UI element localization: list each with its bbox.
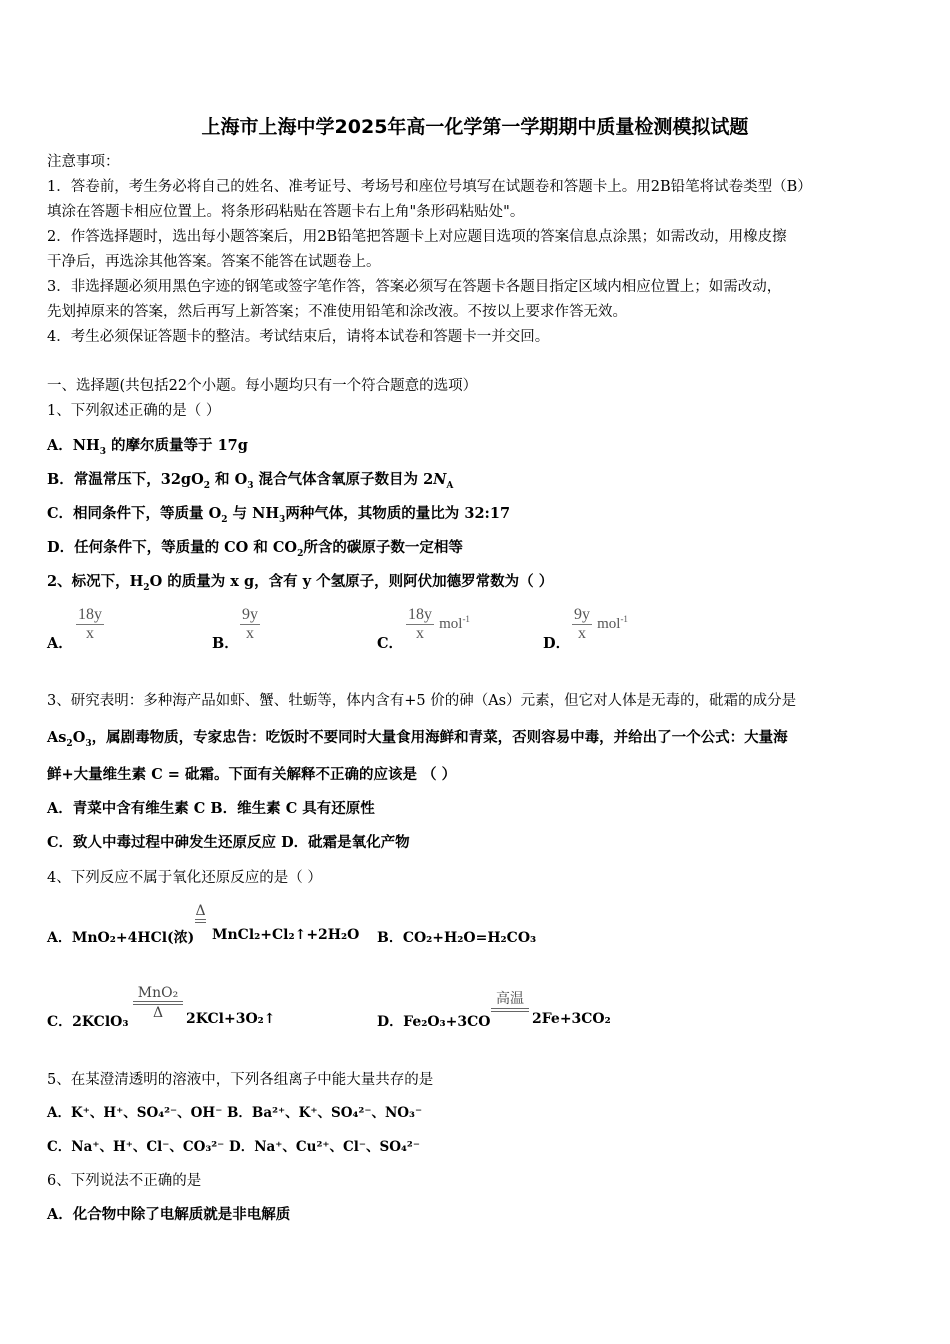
question-2-option-c-fraction: $\frac{18y}{x}$ mol$^{-1}$ — [408, 606, 470, 642]
question-2-option-b-fraction: $\frac{9y}{x}$ — [242, 606, 258, 642]
question-3-line: 3、研究表明：多种海产品如虾、蟹、牡蛎等，体内含有+5 价的砷（As）元素，但它对人体是无毒的，砒霜的成分是 — [47, 693, 797, 709]
question-4-option-a-rhs: MnCl₂+Cl₂↑+2H₂O — [212, 927, 360, 943]
question-2-option-b-label: B． — [212, 635, 239, 652]
notice-line: 2．作答选择题时，选出每小题答案后，用2B铅笔把答题卡上对应题目选项的答案信息点涂黑；如需改动，用橡皮擦 — [47, 229, 787, 245]
notice-line: 3．非选择题必须用黑色字迹的钢笔或签字笔作答，答案必须写在答题卡各题目指定区域内相应位置上；如需改动， — [47, 279, 782, 295]
question-1-option-a: A．$NH_3$ 的摩尔质量等于 17g — [47, 437, 248, 457]
notice-line: 填涂在答题卡相应位置上。将条形码粘贴在答题卡右上角"条形码粘贴处"。 — [47, 204, 525, 220]
question-4-option-d-lhs: D．Fe₂O₃+3CO — [377, 1014, 491, 1030]
question-3-line: 鲜+大量维生素 C = 砒霜。下面有关解释不正确的应该是 （ ） — [47, 766, 457, 783]
question-2-option-d-label: D． — [543, 635, 571, 652]
question-5-options-ab: A．K⁺、H⁺、SO₄²⁻、OH⁻ B．Ba²⁺、K⁺、SO₄²⁻、NO₃⁻ — [47, 1105, 423, 1121]
question-1-stem: 1、下列叙述正确的是（ ） — [47, 403, 221, 419]
question-5-stem: 5、在某澄清透明的溶液中，下列各组离子中能大量共存的是 — [47, 1072, 434, 1088]
question-4-option-a-condition: Δ — [193, 902, 208, 923]
question-5-options-cd: C．Na⁺、H⁺、Cl⁻、CO₃²⁻ D．Na⁺、Cu²⁺、Cl⁻、SO₄²⁻ — [47, 1139, 420, 1155]
question-2-option-a-label: A． — [47, 635, 73, 652]
question-4-option-d-condition: 高温 — [491, 988, 529, 1012]
question-2-option-d-fraction: $\frac{9y}{x}$ mol$^{-1}$ — [574, 606, 628, 642]
question-3-options-cd: C．致人中毒过程中砷发生还原反应 D．砒霜是氧化产物 — [47, 834, 410, 851]
question-2-option-a-fraction: $\frac{18y}{x}$ — [78, 606, 102, 642]
question-2-option-c-label: C． — [377, 635, 404, 652]
question-2-stem: 2、标况下，$H_2O$ 的质量为 x g，含有 y 个氢原子，则阿伏加德罗常数为（ ） — [47, 573, 554, 593]
question-4-option-d-rhs: 2Fe+3CO₂ — [532, 1011, 611, 1027]
notice-line: 先划掉原来的答案，然后再写上新答案；不准使用铅笔和涂改液。不按以上要求作答无效。 — [47, 304, 627, 320]
question-3-line: $As_2O_3$，属剧毒物质，专家忠告：吃饭时不要同时大量食用海鲜和青菜，否则容易中毒，并给出了一个公式：大量海 — [47, 729, 788, 749]
section-heading: 一、选择题(共包括22个小题。每小题均只有一个符合题意的选项） — [47, 378, 478, 394]
question-4-option-c-lhs: C．2KClO₃ — [47, 1014, 129, 1030]
question-4-option-a-lhs: A．MnO₂+4HCl(浓) — [47, 930, 195, 946]
question-4-option-b: B．CO₂+H₂O=H₂CO₃ — [377, 930, 537, 946]
notice-line: 4．考生必须保证答题卡的整洁。考试结束后，请将本试卷和答题卡一并交回。 — [47, 329, 550, 345]
notice-line: 1．答卷前，考生务必将自己的姓名、准考证号、考场号和座位号填写在试题卷和答题卡上。用2B铅笔将试卷类型（B） — [47, 179, 812, 195]
notice-heading: 注意事项： — [47, 154, 120, 170]
question-1-option-b: B．常温常压下，$32gO_2$ 和 $O_3$ 混合气体含氧原子数目为 $2N_A$ — [47, 471, 454, 491]
question-3-options-ab: A．青菜中含有维生素 C B．维生素 C 具有还原性 — [47, 800, 375, 817]
question-6-stem: 6、下列说法不正确的是 — [47, 1173, 202, 1189]
question-6-option-a: A．化合物中除了电解质就是非电解质 — [47, 1206, 291, 1223]
page-title: 上海市上海中学2025年高一化学第一学期期中质量检测模拟试题 — [201, 116, 749, 138]
question-4-option-c-rhs: 2KCl+3O₂↑ — [186, 1011, 276, 1027]
notice-line: 干净后，再选涂其他答案。答案不能答在试题卷上。 — [47, 254, 381, 270]
question-4-option-c-condition: MnO₂ Δ — [133, 985, 183, 1021]
question-1-option-c: C．相同条件下，等质量 $O_2$ 与 $NH_3$两种气体，其物质的量比为 32:17 — [47, 505, 511, 525]
question-4-stem: 4、下列反应不属于氧化还原反应的是（ ） — [47, 870, 322, 886]
question-1-option-d: D．任何条件下，等质量的 CO 和 $CO_2$所含的碳原子数一定相等 — [47, 539, 463, 559]
